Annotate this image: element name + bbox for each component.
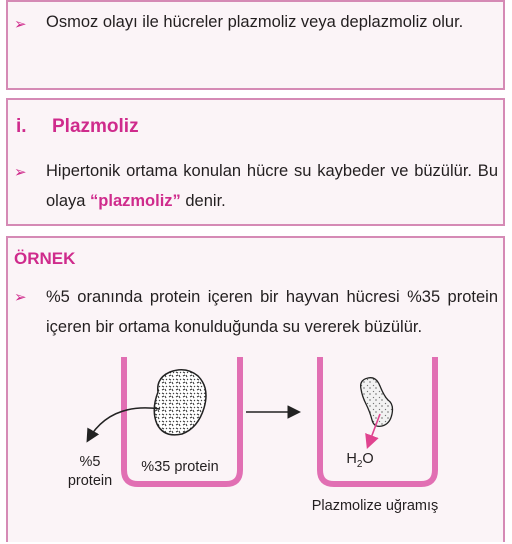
bullet-arrow-icon: ➢: [14, 164, 27, 181]
section-title: Plazmoliz: [52, 116, 139, 137]
section-number: i.: [16, 116, 27, 137]
section-text-before: Hipertonik ortama konulan hücre su kaybeder ve büzülür. Bu olaya: [46, 162, 498, 210]
section-highlight: “plazmoliz”: [90, 192, 181, 210]
cell-plasmolysed: [361, 378, 393, 427]
water-label-main: H: [346, 451, 357, 467]
intro-text: Osmoz olayı ile hücreler plazmoliz veya deplazmoliz olur.: [46, 13, 464, 31]
beaker1-label: %35 protein: [141, 459, 219, 475]
example-text: %5 oranında protein içeren bir hayvan hücresi %35 protein içeren bir ortama konulduğunda su vererek büzülür.: [46, 288, 498, 336]
cell-label-line1: %5: [79, 454, 101, 470]
bullet-arrow-icon: ➢: [14, 16, 27, 33]
example-label: ÖRNEK: [14, 249, 76, 268]
section-text-after: denir.: [180, 192, 226, 210]
figure-caption: Plazmolize uğramış: [311, 498, 439, 514]
cell-label: [58, 453, 122, 491]
water-label: [340, 450, 380, 474]
cell-label-line2: protein: [67, 473, 113, 489]
water-label-end: O: [362, 451, 374, 467]
water-label-sub: 2: [356, 458, 363, 470]
cell-normal: [154, 370, 206, 435]
bullet-arrow-icon: ➢: [14, 289, 27, 306]
